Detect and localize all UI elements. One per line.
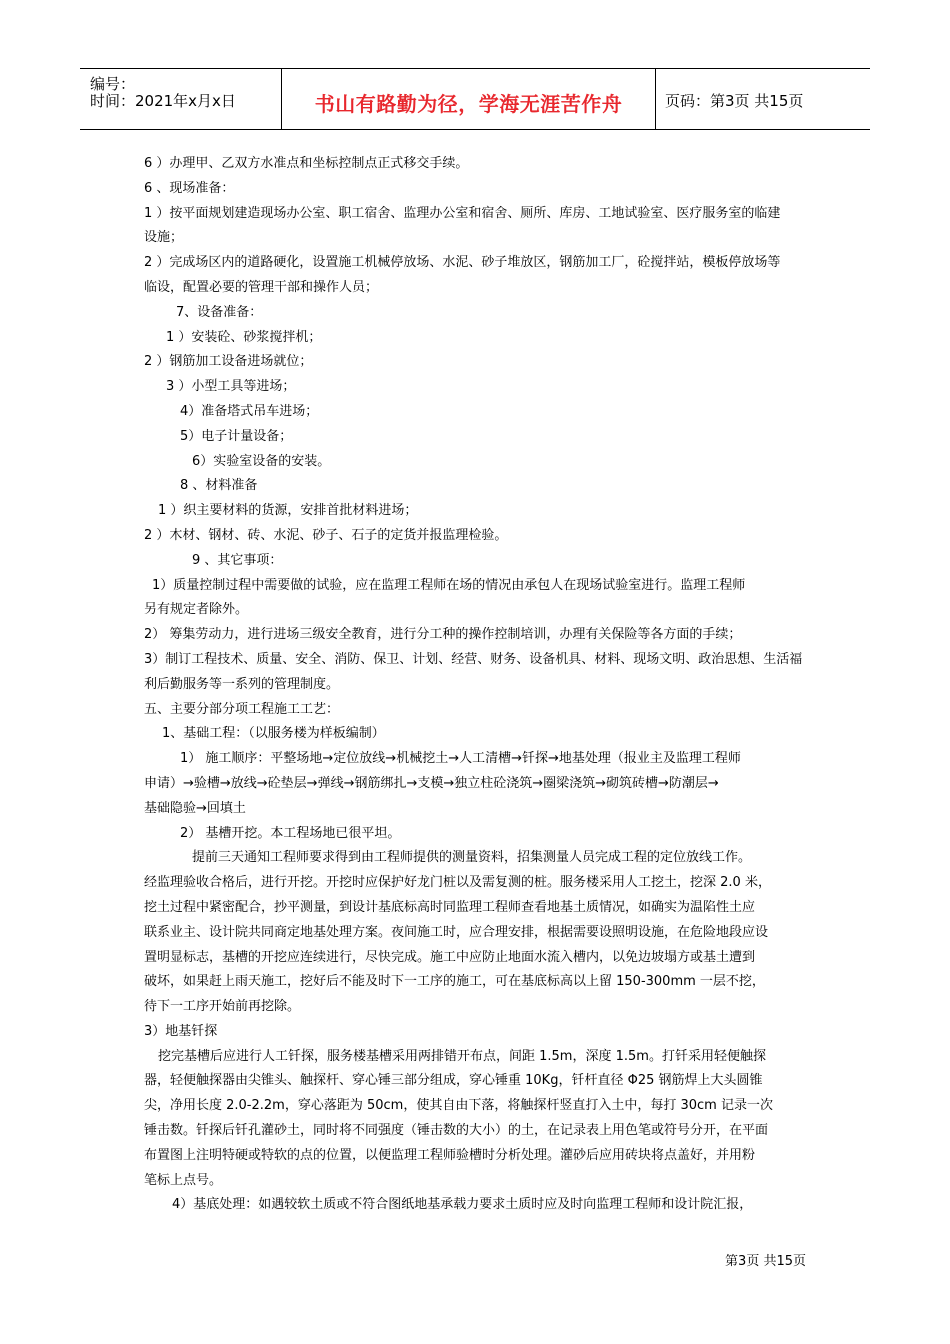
document-body xyxy=(144,152,808,1218)
body-line: 经监理验收合格后，进行开挖。开挖时应保护好龙门桩以及需复测的桩。服务楼采用人工挖土，挖深 2.0 米， xyxy=(144,875,771,891)
body-line: 6 ）办理甲、乙双方水准点和坐标控制点正式移交手续。 xyxy=(144,156,469,171)
body-line: 另有规定者除外。 xyxy=(144,602,249,618)
header-page-number: 页码：第3页 共15页 xyxy=(665,92,804,110)
body-line: 挖土过程中紧密配合，抄平测量，到设计基底标高时同监理工程师查看地基土质情况，如确实为温陷性土应 xyxy=(144,899,756,915)
body-line: 6 、现场准备： xyxy=(144,180,235,196)
body-line: 1） 施工顺序：平整场地→定位放线→机械挖土→人工清槽→钎探→地基处理（报业主及监理工程师 xyxy=(180,751,741,767)
body-line: 设施； xyxy=(144,230,184,246)
body-line: 2 ）完成场区内的道路硬化，设置施工机械停放场、水泥、砂子堆放区，钢筋加工厂，砼搅拌站，模板停放场等 xyxy=(144,255,781,271)
body-line: 3）地基钎探 xyxy=(144,1023,218,1039)
header-page-cell xyxy=(655,69,870,129)
body-line: 1 ）按平面规划建造现场办公室、职工宿舍、监理办公室和宿舍、厕所、库房、工地试验室、医疗服务室的临建 xyxy=(144,205,781,221)
body-line: 置明显标志，基槽的开挖应连续进行，尽快完成。施工中应防止地面水流入槽内，以免边坡塌方或基土遭到 xyxy=(144,949,756,965)
body-line: 3）制订工程技术、质量、安全、消防、保卫、计划、经营、财务、设备机具、材料、现场文明、政治思想、生活福 xyxy=(144,651,803,667)
footer-page-number: 第3页 共15页 xyxy=(725,1254,806,1269)
body-line: 5）电子计量设备； xyxy=(180,428,293,444)
body-line: 基础隐验→回填土 xyxy=(144,800,246,816)
page-header xyxy=(80,68,870,130)
body-line: 待下一工序开始前再挖除。 xyxy=(144,999,301,1015)
body-line: 2） 筹集劳动力，进行进场三级安全教育，进行分工种的操作控制培训，办理有关保险等各方面的手续； xyxy=(144,627,742,643)
body-line: 提前三天通知工程师要求得到由工程师提供的测量资料，招集测量人员完成工程的定位放线工作。 xyxy=(192,850,752,866)
body-line: 笔标上点号。 xyxy=(144,1172,223,1188)
body-line: 临设，配置必要的管理干部和操作人员； xyxy=(144,279,379,295)
document-number: 编号： xyxy=(90,75,136,93)
body-line: 申请）→验槽→放线→砼垫层→弹线→钢筋绑扎→支模→独立柱砼浇筑→圈梁浇筑→砌筑砖槽→防潮层→ xyxy=(144,775,719,791)
body-line: 锤击数。钎探后钎孔灌砂土，同时将不同强度（锤击数的大小）的土，在记录表上用色笔或符号分开，在平面 xyxy=(144,1123,769,1139)
body-line: 1 ）安装砼、砂浆搅拌机； xyxy=(166,329,322,345)
body-line: 3 ）小型工具等进场； xyxy=(166,379,296,395)
body-line: 联系业主、设计院共同商定地基处理方案。夜间施工时，应合理安排，根据需要设照明设施，在危险地段应设 xyxy=(144,924,769,940)
body-line: 4）准备塔式吊车进场； xyxy=(180,403,319,419)
body-line: 破坏，如果赶上雨天施工，挖好后不能及时下一工序的施工，可在基底标高以上留 150-300mm 一层不挖， xyxy=(144,974,765,990)
body-line: 4）基底处理：如遇较软土质或不符合图纸地基承载力要求土质时应及时向监理工程师和设计院汇报， xyxy=(172,1197,753,1213)
body-line: 7、设备准备： xyxy=(176,304,263,320)
body-line: 利后勤服务等一系列的管理制度。 xyxy=(144,676,340,692)
body-line: 6）实验室设备的安装。 xyxy=(192,453,331,469)
body-line: 1）质量控制过程中需要做的试验，应在监理工程师在场的情况由承包人在现场试验室进行。监理工程师 xyxy=(152,577,746,593)
motto: 书山有路勤为径，学海无涯苦作舟 xyxy=(314,92,623,116)
header-info-cell xyxy=(80,69,281,129)
body-line: 2 ）木材、钢材、砖、水泥、砂子、石子的定货并报监理检验。 xyxy=(144,527,508,543)
body-line: 8 、材料准备 xyxy=(180,478,258,494)
header-motto-cell xyxy=(281,69,656,129)
body-line: 尖，净用长度 2.0-2.2m，穿心落距为 50cm，使其自由下落，将触探杆竖直打入土中，每打 30cm 记录一次 xyxy=(144,1098,773,1114)
body-line: 1、基础工程：（以服务楼为样板编制） xyxy=(162,726,385,742)
body-line: 挖完基槽后应进行人工钎探，服务楼基槽采用两排错开布点，间距 1.5m，深度 1.5m。打钎采用轻便触探 xyxy=(158,1048,766,1064)
body-line: 五、主要分部分项工程施工工艺： xyxy=(144,701,340,717)
document-date: 时间：2021年x月x日 xyxy=(90,92,236,110)
body-line: 布置图上注明特硬或特软的点的位置，以便监理工程师验槽时分析处理。灌砂后应用砖块将点盖好，并用粉 xyxy=(144,1147,756,1163)
body-line: 器，轻便触探器由尖锥头、触探杆、穿心锤三部分组成，穿心锤重 10Kg，钎杆直径 Φ25 钢筋焊上大头圆锥 xyxy=(144,1073,763,1089)
body-line: 9 、其它事项： xyxy=(192,552,283,568)
body-line: 2） 基槽开挖。本工程场地已很平坦。 xyxy=(180,825,401,841)
body-line: 1 ）织主要材料的货源，安排首批材料进场； xyxy=(158,503,418,519)
body-line: 2 ）钢筋加工设备进场就位； xyxy=(144,354,313,370)
